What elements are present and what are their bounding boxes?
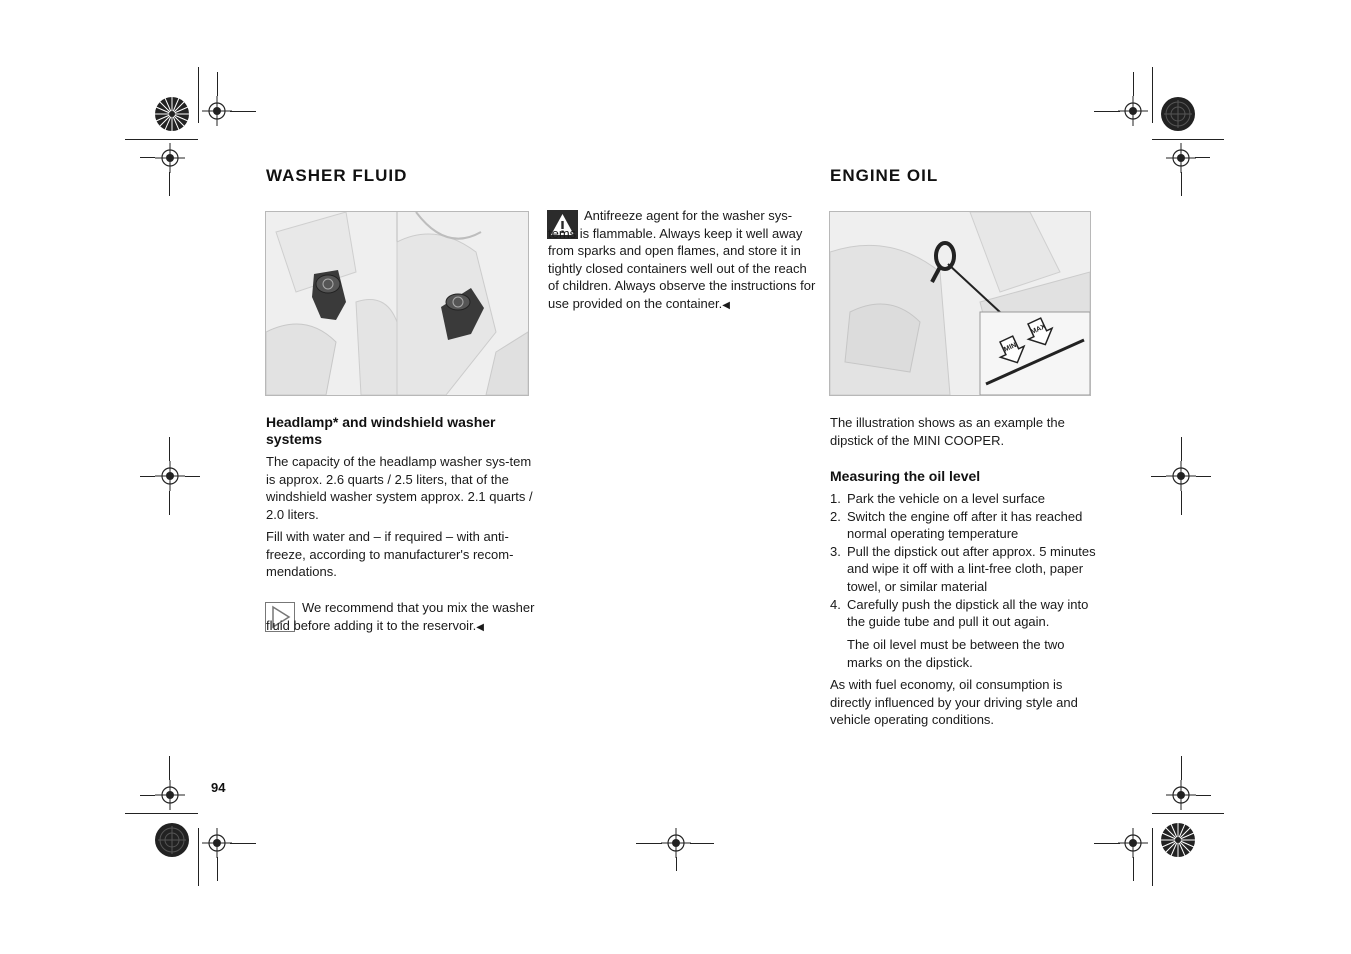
step-note: The oil level must be between the two marks on the dipstick. [847,637,1065,670]
subheading-washer-systems: Headlamp* and windshield washer systems [266,414,496,447]
registration-sunburst-icon [154,96,190,132]
end-marker-icon: ◀ [476,621,484,633]
crosshair-icon [1118,828,1148,858]
tip-text: We recommend that you mix the washer fluid before adding it to the reservoir. [266,600,535,633]
max-mark-label: MAX [1029,323,1047,337]
list-item: 4. Carefully push the dipstick all the way into the guide tube and pull it out again. [830,596,1089,630]
crosshair-icon [1166,461,1196,491]
crosshair-icon [155,780,185,810]
figure-code-label [529,335,536,337]
crosshair-icon [202,828,232,858]
crosshair-icon [202,96,232,126]
washer-capacity-paragraph: The capacity of the headlamp washer sys-tem is approx. 2.6 quarts / 2.5 liters, that of the windshield washer system approx. 2.1 quarts / 2.0 liters. [266,454,533,522]
list-item: 3. Pull the dipstick out after approx. 5 minutes and wipe it off with a lint-free cloth, paper towel, or similar material [830,543,1096,594]
crosshair-icon [155,461,185,491]
crosshair-icon [1118,96,1148,126]
warning-text: Antifreeze agent for the washer sys-tems is flammable. Always keep it well away from sparks and open flames, and store it in tightly closed containers well out of the reach of children. Always observe the instructions for use provided on the container. [548,208,816,311]
list-item: 1. Park the vehicle on a level surface [830,491,1045,506]
crosshair-icon [1166,780,1196,810]
registration-sunburst-icon [1160,822,1196,858]
intro-paragraph: The illustration shows as an example the dipstick of the MINI COOPER. [830,415,1065,448]
section-title-engine-oil: ENGINE OIL [830,166,939,185]
washer-reservoir-figure [265,211,529,396]
fill-instructions-paragraph: Fill with water and – if required – with anti-freeze, according to manufacturer's recom-mendations. [266,529,514,580]
registration-dial-icon [154,822,190,858]
end-marker-icon: ◀ [722,299,730,311]
steps-list [830,490,1105,631]
registration-dial-icon [1160,96,1196,132]
crosshair-icon [155,143,185,173]
dipstick-figure [829,211,1091,396]
section-title-washer-fluid: WASHER FLUID [266,166,408,185]
crosshair-icon [661,828,691,858]
subheading-measuring-oil: Measuring the oil level [830,468,981,484]
crosshair-icon [1166,143,1196,173]
min-mark-label: MIN [1003,341,1018,354]
tip-note [266,599,536,636]
closing-paragraph: As with fuel economy, oil consumption is directly influenced by your driving style and vehicle operating conditions. [830,677,1078,728]
page-number: 94 [211,780,226,795]
warning-note [548,207,820,315]
figure-code-label [1091,335,1098,337]
list-item: 2. Switch the engine off after it has reached normal operating temperature [830,508,1083,542]
